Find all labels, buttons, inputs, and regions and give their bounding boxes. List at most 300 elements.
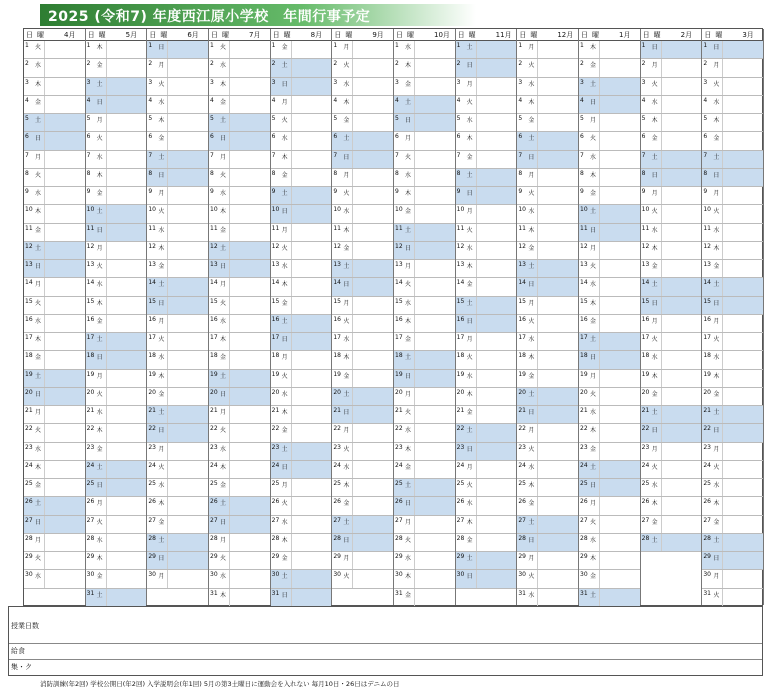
cell-divider	[722, 315, 723, 332]
cell-divider	[291, 151, 292, 168]
cell-divider	[537, 534, 538, 551]
day-weekday: 水	[590, 409, 597, 417]
day-weekday: 火	[405, 153, 412, 161]
cell-divider	[167, 78, 168, 95]
day-row	[147, 59, 208, 77]
day-number: 4	[580, 96, 584, 104]
day-number: 31	[518, 589, 526, 597]
day-row	[641, 187, 702, 205]
day-weekday: 火	[281, 500, 288, 508]
day-number: 26	[148, 498, 156, 506]
day-row	[332, 278, 393, 296]
day-number: 7	[641, 151, 646, 159]
day-header: 日	[272, 31, 280, 39]
day-number: 13	[271, 261, 280, 269]
day-weekday: 日	[528, 536, 535, 544]
day-weekday: 水	[590, 281, 597, 289]
day-row	[702, 534, 763, 552]
day-weekday: 金	[158, 518, 165, 526]
day-number: 30	[148, 571, 156, 579]
day-number: 18	[210, 352, 218, 360]
day-weekday: 土	[405, 98, 412, 106]
day-weekday: 月	[590, 372, 597, 380]
day-row	[394, 59, 455, 77]
cell-divider	[167, 242, 168, 259]
cell-divider	[599, 114, 600, 131]
cell-divider	[414, 479, 415, 496]
month-column	[209, 29, 271, 605]
day-number: 9	[456, 188, 461, 196]
day-weekday: 火	[651, 208, 658, 216]
day-number: 31	[395, 589, 403, 597]
day-weekday: 木	[343, 482, 350, 490]
day-row	[332, 169, 393, 187]
cell-divider	[352, 461, 353, 478]
cell-divider	[722, 479, 723, 496]
day-row	[456, 242, 517, 260]
day-row	[641, 205, 702, 223]
day-weekday: 火	[35, 555, 42, 563]
day-number: 2	[86, 60, 91, 68]
day-number: 22	[86, 425, 95, 433]
day-number: 6	[395, 133, 399, 141]
day-number: 13	[25, 261, 33, 269]
cell-divider	[476, 278, 477, 295]
day-number: 14	[456, 279, 465, 287]
day-weekday: 木	[651, 372, 658, 380]
day-row	[209, 406, 270, 424]
day-number: 16	[395, 315, 403, 323]
day-number: 11	[210, 224, 218, 232]
day-weekday: 水	[96, 536, 103, 544]
day-row	[209, 78, 270, 96]
day-row	[147, 96, 208, 114]
cell-divider	[537, 461, 538, 478]
day-weekday: 土	[343, 518, 350, 526]
day-row	[579, 114, 640, 132]
day-weekday: 金	[35, 354, 42, 362]
day-number: 7	[580, 151, 584, 159]
day-row	[24, 570, 85, 588]
day-row	[517, 297, 578, 315]
day-weekday: 日	[713, 299, 720, 307]
day-row	[517, 260, 578, 278]
day-number: 8	[333, 169, 338, 177]
day-number: 20	[456, 388, 465, 396]
cell-divider	[167, 151, 168, 168]
cell-divider	[414, 570, 415, 587]
cell-divider	[229, 205, 230, 222]
day-number: 26	[580, 498, 588, 506]
cell-divider	[106, 370, 107, 387]
day-row	[394, 406, 455, 424]
day-weekday: 月	[220, 153, 227, 161]
day-weekday: 水	[281, 263, 288, 271]
month-header	[641, 29, 702, 41]
day-number: 8	[456, 169, 461, 177]
day-row	[332, 151, 393, 169]
cell-divider	[106, 41, 107, 58]
day-row	[517, 78, 578, 96]
day-row	[86, 59, 147, 77]
day-row	[24, 260, 85, 278]
day-weekday: 水	[343, 336, 350, 344]
day-weekday: 金	[405, 336, 412, 344]
day-row	[86, 589, 147, 607]
day-number: 16	[641, 315, 650, 323]
day-weekday: 土	[35, 117, 42, 125]
cell-divider	[537, 388, 538, 405]
day-number: 1	[456, 42, 461, 49]
day-header: 日	[149, 31, 157, 39]
day-weekday: 日	[220, 263, 227, 271]
day-row	[271, 78, 332, 96]
day-number: 16	[580, 315, 588, 323]
cell-divider	[352, 78, 353, 95]
day-number: 2	[518, 60, 523, 68]
day-number: 12	[395, 242, 403, 250]
day-number: 13	[641, 261, 650, 269]
day-weekday: 金	[405, 208, 412, 216]
day-weekday: 日	[590, 354, 597, 362]
day-row	[579, 242, 640, 260]
day-number: 28	[333, 534, 341, 542]
day-number: 2	[210, 60, 214, 68]
day-row	[517, 205, 578, 223]
day-number: 27	[210, 516, 218, 524]
day-number: 1	[395, 42, 399, 49]
day-number: 12	[25, 242, 33, 250]
day-row	[271, 169, 332, 187]
cell-divider	[291, 114, 292, 131]
cell-divider	[229, 114, 230, 131]
day-weekday: 日	[158, 299, 165, 307]
day-weekday: 火	[158, 336, 165, 344]
day-weekday: 木	[528, 226, 535, 234]
day-row	[394, 461, 455, 479]
cell-divider	[722, 534, 723, 551]
month-label: 4月	[64, 31, 76, 39]
day-number: 29	[395, 553, 403, 561]
day-weekday: 水	[220, 62, 227, 70]
cell-divider	[106, 59, 107, 76]
day-weekday: 火	[528, 445, 535, 453]
day-number: 5	[456, 115, 461, 123]
day-weekday: 水	[35, 317, 42, 325]
day-row	[209, 351, 270, 369]
day-row	[517, 570, 578, 588]
day-number: 22	[210, 425, 218, 433]
day-weekday: 木	[713, 117, 720, 125]
day-row	[517, 315, 578, 333]
day-weekday: 土	[466, 427, 473, 435]
cell-divider	[599, 479, 600, 496]
cell-divider	[167, 351, 168, 368]
day-number: 24	[580, 461, 588, 469]
day-weekday: 火	[220, 44, 227, 51]
cell-divider	[352, 406, 353, 423]
day-weekday: 月	[528, 299, 535, 307]
cell-divider	[167, 333, 168, 350]
cell-divider	[106, 333, 107, 350]
day-number: 22	[456, 425, 465, 433]
day-row	[147, 41, 208, 59]
day-number: 29	[271, 553, 280, 561]
day-weekday: 水	[220, 190, 227, 198]
cell-divider	[476, 333, 477, 350]
cell-divider	[414, 333, 415, 350]
day-number: 6	[456, 133, 461, 141]
day-weekday: 日	[96, 98, 103, 106]
day-header: 日	[581, 31, 588, 39]
day-weekday: 金	[220, 98, 227, 106]
day-weekday: 土	[220, 372, 227, 380]
day-weekday: 火	[405, 281, 412, 289]
day-row	[641, 315, 702, 333]
day-number: 5	[333, 115, 338, 123]
day-number: 11	[703, 224, 711, 232]
cell-divider	[476, 516, 477, 533]
day-number: 21	[333, 407, 341, 415]
day-row	[271, 388, 332, 406]
day-weekday: 水	[590, 153, 597, 161]
day-row	[209, 461, 270, 479]
day-number: 11	[25, 224, 33, 232]
cell-divider	[352, 297, 353, 314]
day-number: 23	[333, 443, 341, 451]
day-number: 27	[148, 516, 156, 524]
day-row	[147, 297, 208, 315]
day-row	[517, 169, 578, 187]
cell-divider	[167, 497, 168, 514]
day-row	[332, 132, 393, 150]
day-row	[579, 534, 640, 552]
day-weekday: 木	[96, 555, 103, 563]
cell-divider	[291, 59, 292, 76]
day-number: 18	[148, 352, 156, 360]
day-row	[456, 187, 517, 205]
day-row	[517, 516, 578, 534]
cell-divider	[599, 570, 600, 587]
day-number: 5	[210, 115, 214, 123]
day-weekday: 水	[35, 445, 42, 453]
day-number: 26	[333, 498, 341, 506]
day-weekday: 水	[35, 62, 42, 70]
day-row	[24, 114, 85, 132]
cell-divider	[44, 260, 45, 277]
day-weekday: 金	[343, 500, 350, 508]
day-weekday: 日	[220, 390, 227, 398]
day-weekday: 月	[35, 281, 42, 289]
month-column	[147, 29, 209, 605]
day-number: 17	[395, 334, 403, 342]
summary-table	[8, 606, 763, 676]
day-number: 14	[580, 279, 588, 287]
day-weekday: 月	[343, 44, 350, 51]
day-weekday: 土	[220, 117, 227, 125]
day-weekday: 木	[343, 354, 350, 362]
day-row	[332, 370, 393, 388]
day-weekday: 日	[158, 555, 165, 563]
day-row	[456, 516, 517, 534]
day-row	[271, 96, 332, 114]
cell-divider	[167, 516, 168, 533]
cell-divider	[414, 187, 415, 204]
day-weekday: 木	[651, 500, 658, 508]
day-weekday: 火	[281, 117, 288, 125]
day-number: 6	[148, 133, 153, 141]
day-number: 22	[703, 425, 711, 433]
cell-divider	[44, 388, 45, 405]
day-row	[456, 424, 517, 442]
day-number: 25	[271, 480, 280, 488]
month-header	[332, 29, 393, 41]
day-row	[271, 443, 332, 461]
day-row	[394, 479, 455, 497]
day-weekday: 金	[590, 573, 597, 581]
day-number: 17	[25, 334, 33, 342]
cell-divider	[291, 278, 292, 295]
day-weekday: 日	[466, 317, 473, 325]
cell-divider	[476, 424, 477, 441]
day-row	[209, 96, 270, 114]
day-number: 25	[25, 480, 33, 488]
day-row	[24, 151, 85, 169]
day-number: 9	[148, 188, 153, 196]
day-number: 2	[148, 60, 153, 68]
day-weekday: 金	[528, 117, 535, 125]
weekday-header: 曜	[37, 31, 44, 39]
cell-divider	[229, 406, 230, 423]
day-weekday: 日	[405, 117, 412, 125]
day-weekday: 日	[343, 153, 350, 161]
day-number: 18	[641, 352, 650, 360]
day-number: 7	[25, 151, 29, 159]
cell-divider	[722, 41, 723, 58]
day-weekday: 火	[651, 336, 658, 344]
day-row	[456, 205, 517, 223]
day-row	[24, 443, 85, 461]
day-row	[271, 224, 332, 242]
day-weekday: 月	[281, 482, 288, 490]
cell-divider	[537, 406, 538, 423]
day-number: 10	[456, 206, 465, 214]
cell-divider	[722, 96, 723, 113]
day-weekday: 土	[96, 208, 103, 216]
day-number: 10	[703, 206, 711, 214]
day-row	[147, 205, 208, 223]
day-number: 25	[395, 480, 403, 488]
day-weekday: 月	[343, 555, 350, 563]
day-number: 2	[25, 60, 29, 68]
day-number: 31	[271, 589, 280, 597]
day-row	[86, 96, 147, 114]
cell-divider	[352, 205, 353, 222]
day-weekday: 月	[590, 117, 597, 125]
cell-divider	[167, 443, 168, 460]
day-number: 22	[580, 425, 588, 433]
day-number: 29	[210, 553, 218, 561]
day-number: 14	[703, 279, 711, 287]
day-number: 18	[518, 352, 526, 360]
day-row	[517, 132, 578, 150]
cell-divider	[167, 424, 168, 441]
day-weekday: 木	[466, 390, 473, 398]
cell-divider	[599, 461, 600, 478]
day-row	[209, 516, 270, 534]
cell-divider	[414, 41, 415, 58]
month-label: 3月	[742, 31, 754, 39]
day-row	[332, 96, 393, 114]
day-number: 30	[333, 571, 341, 579]
day-row	[702, 297, 763, 315]
cell-divider	[661, 151, 662, 168]
day-weekday: 火	[281, 372, 288, 380]
day-number: 23	[271, 443, 280, 451]
cell-divider	[44, 516, 45, 533]
day-number: 12	[518, 242, 526, 250]
cell-divider	[44, 297, 45, 314]
day-row	[579, 589, 640, 607]
day-number: 20	[86, 388, 95, 396]
day-weekday: 木	[35, 208, 42, 216]
day-number: 11	[580, 224, 588, 232]
day-weekday: 木	[220, 336, 227, 344]
day-number: 1	[86, 42, 91, 49]
day-number: 25	[580, 480, 588, 488]
day-weekday: 月	[281, 98, 288, 106]
day-weekday: 木	[405, 317, 412, 325]
day-number: 2	[580, 60, 584, 68]
day-row	[517, 388, 578, 406]
day-row	[209, 370, 270, 388]
day-row	[24, 516, 85, 534]
day-row	[86, 388, 147, 406]
day-weekday: 水	[651, 482, 658, 490]
day-row	[394, 278, 455, 296]
cell-divider	[414, 589, 415, 606]
cell-divider	[722, 242, 723, 259]
day-row	[702, 96, 763, 114]
day-row	[702, 205, 763, 223]
day-number: 15	[395, 297, 403, 305]
day-number: 18	[703, 352, 711, 360]
day-number: 21	[25, 407, 33, 415]
month-header	[147, 29, 208, 41]
day-row	[641, 424, 702, 442]
day-number: 20	[25, 388, 33, 396]
cell-divider	[414, 424, 415, 441]
cell-divider	[537, 187, 538, 204]
day-row	[271, 497, 332, 515]
cell-divider	[476, 41, 477, 58]
day-weekday: 木	[713, 372, 720, 380]
day-number: 13	[580, 261, 588, 269]
cell-divider	[352, 132, 353, 149]
cell-divider	[537, 570, 538, 587]
day-number: 12	[210, 242, 218, 250]
day-weekday: 日	[35, 263, 42, 271]
day-weekday: 木	[590, 427, 597, 435]
day-row	[641, 114, 702, 132]
day-number: 26	[25, 498, 33, 506]
weekday-header: 曜	[407, 31, 414, 39]
day-number: 30	[25, 571, 33, 579]
day-header: 日	[457, 31, 465, 39]
day-row	[702, 114, 763, 132]
day-row	[271, 589, 332, 607]
cell-divider	[722, 297, 723, 314]
